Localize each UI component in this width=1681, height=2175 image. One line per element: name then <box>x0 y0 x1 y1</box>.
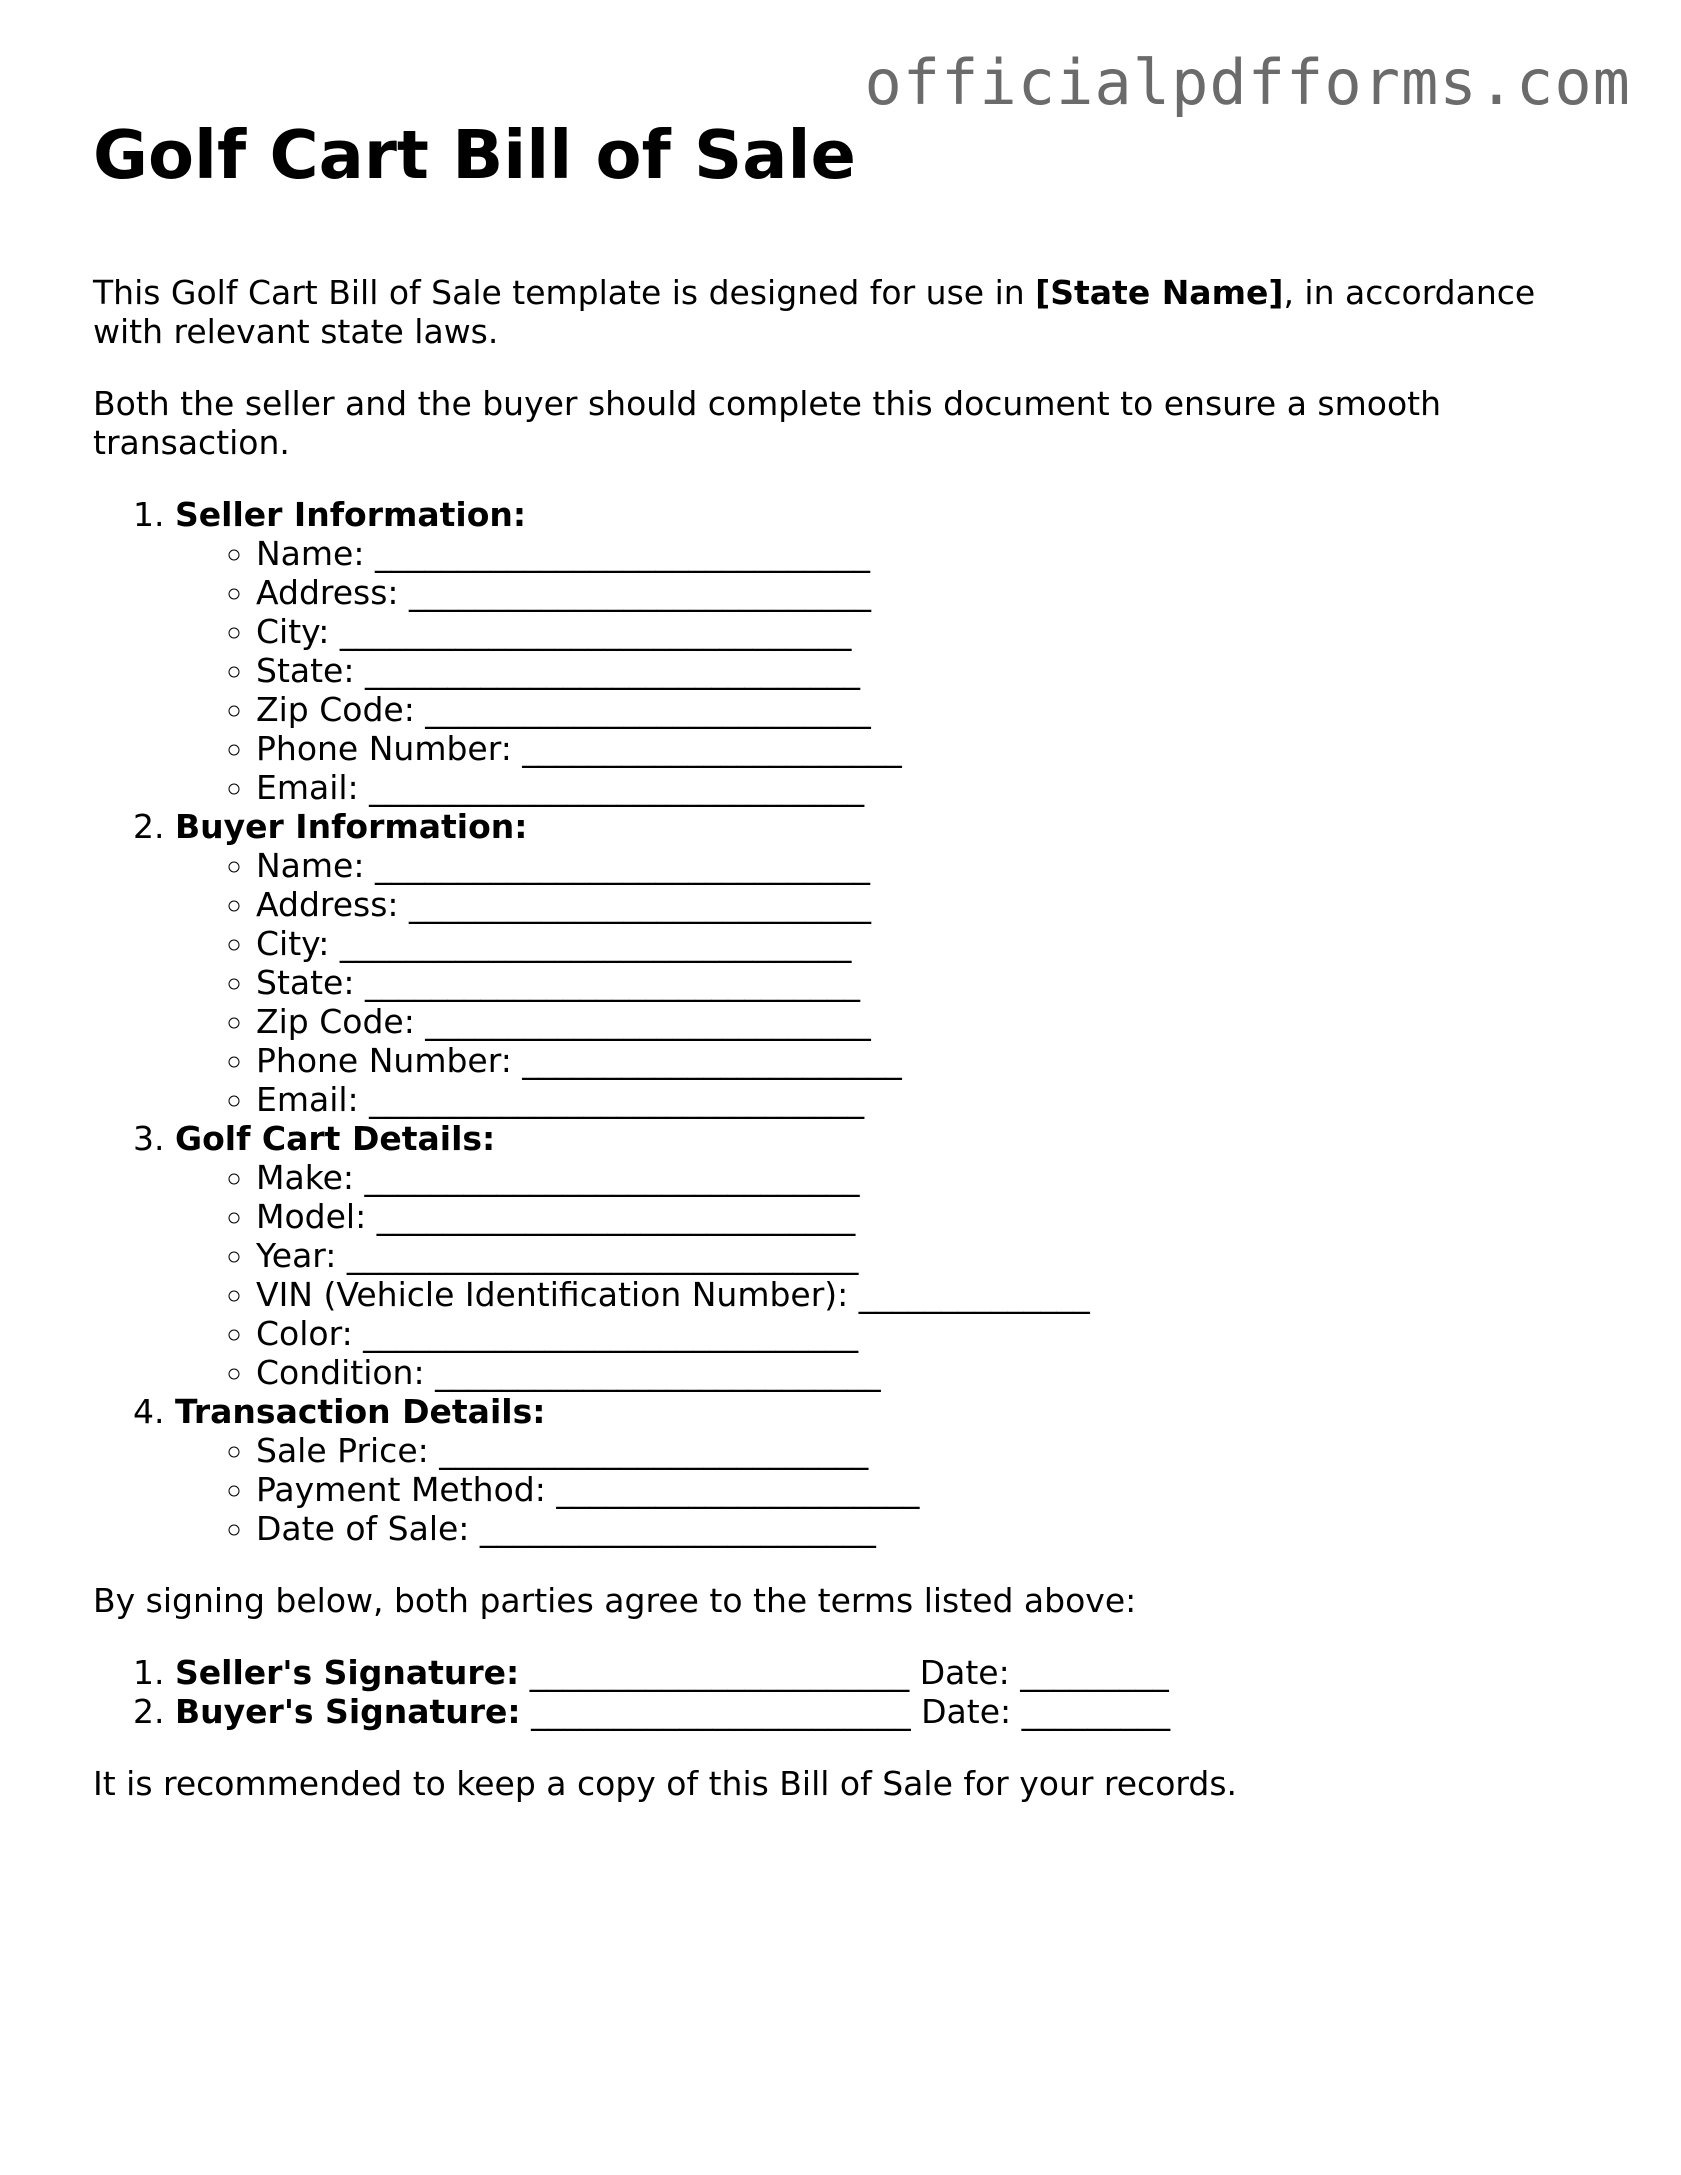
section-seller-information <box>175 495 1593 807</box>
date-of-sale-field[interactable]: ◦ Date of Sale: ________________________ <box>256 1509 1593 1548</box>
agreement-statement: By signing below, both parties agree to the terms listed above: <box>93 1581 1137 1621</box>
seller-email-field[interactable]: ◦ Email: ______________________________ <box>256 768 1593 807</box>
section-heading: Seller Information: <box>175 495 527 535</box>
make-field[interactable]: ◦ Make: ______________________________ <box>256 1158 1593 1197</box>
signature-label: Buyer's Signature: <box>175 1692 521 1732</box>
field-list <box>175 1158 1593 1392</box>
field-list <box>175 1431 1593 1548</box>
buyer-signature-line[interactable] <box>175 1692 1593 1731</box>
buyer-email-field[interactable]: ◦ Email: ______________________________ <box>256 1080 1593 1119</box>
seller-name-field[interactable]: ◦ Name: ______________________________ <box>256 534 1593 573</box>
section-heading: Buyer Information: <box>175 807 528 847</box>
buyer-name-field[interactable]: ◦ Name: ______________________________ <box>256 846 1593 885</box>
model-field[interactable]: ◦ Model: _____________________________ <box>256 1197 1593 1236</box>
watermark: officialpdfforms.com <box>864 46 1631 119</box>
buyer-phone-number-field[interactable]: ◦ Phone Number: _______________________ <box>256 1041 1593 1080</box>
form-sections <box>93 495 1593 1548</box>
year-field[interactable]: ◦ Year: _______________________________ <box>256 1236 1593 1275</box>
buyer-state-field[interactable]: ◦ State: ______________________________ <box>256 963 1593 1002</box>
section-heading: Transaction Details: <box>175 1392 546 1432</box>
seller-city-field[interactable]: ◦ City: _______________________________ <box>256 612 1593 651</box>
field-list <box>175 534 1593 807</box>
seller-address-field[interactable]: ◦ Address: ____________________________ <box>256 573 1593 612</box>
state-name-placeholder: [State Name] <box>1035 273 1284 313</box>
instructions-paragraph: Both the seller and the buyer should complete this document to ensure a smooth transaction. <box>93 384 1441 463</box>
signature-list <box>93 1653 1593 1731</box>
signature-label: Seller's Signature: <box>175 1653 520 1693</box>
page-title: Golf Cart Bill of Sale <box>93 116 856 194</box>
signature-blank[interactable]: _______________________ Date: _________ <box>519 1653 1169 1693</box>
intro-text-after: , in accordance with relevant state laws. <box>93 273 1536 352</box>
document-page <box>93 115 1593 1803</box>
seller-state-field[interactable]: ◦ State: ______________________________ <box>256 651 1593 690</box>
buyer-address-field[interactable]: ◦ Address: ____________________________ <box>256 885 1593 924</box>
section-heading: Golf Cart Details: <box>175 1119 496 1159</box>
condition-field[interactable]: ◦ Condition: ___________________________ <box>256 1353 1593 1392</box>
seller-phone-number-field[interactable]: ◦ Phone Number: _______________________ <box>256 729 1593 768</box>
buyer-zip-code-field[interactable]: ◦ Zip Code: ___________________________ <box>256 1002 1593 1041</box>
section-buyer-information <box>175 807 1593 1119</box>
section-golf-cart-details <box>175 1119 1593 1392</box>
signature-blank[interactable]: _______________________ Date: _________ <box>520 1692 1171 1732</box>
seller-signature-line[interactable] <box>175 1653 1593 1692</box>
payment-method-field[interactable]: ◦ Payment Method: ______________________ <box>256 1470 1593 1509</box>
color-field[interactable]: ◦ Color: ______________________________ <box>256 1314 1593 1353</box>
field-list <box>175 846 1593 1119</box>
intro-paragraph <box>93 273 1553 351</box>
buyer-city-field[interactable]: ◦ City: _______________________________ <box>256 924 1593 963</box>
sale-price-field[interactable]: ◦ Sale Price: __________________________ <box>256 1431 1593 1470</box>
vin-field[interactable]: ◦ VIN (Vehicle Identification Number): ______________ <box>256 1275 1593 1314</box>
section-transaction-details <box>175 1392 1593 1548</box>
intro-text-before: This Golf Cart Bill of Sale template is designed for use in <box>93 273 1036 313</box>
closing-note: It is recommended to keep a copy of this Bill of Sale for your records. <box>93 1764 1238 1804</box>
seller-zip-code-field[interactable]: ◦ Zip Code: ___________________________ <box>256 690 1593 729</box>
